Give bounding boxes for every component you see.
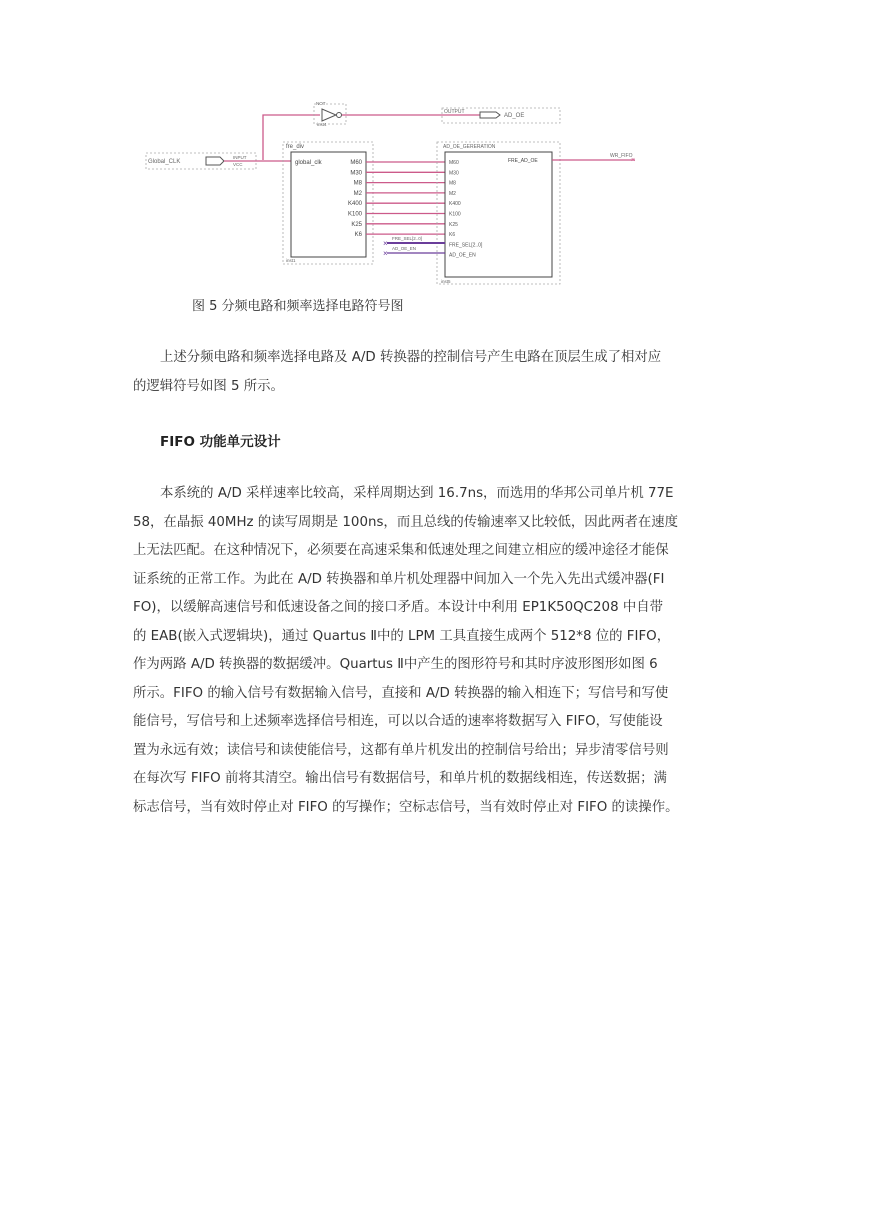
gen-input-label: K25	[449, 221, 458, 228]
gen-input-label: M8	[449, 180, 456, 187]
gen-title: AD_OE_GERERATION	[443, 144, 496, 150]
text-line: 证系统的正常工作。为此在 A/D 转换器和单片机处理器中间加入一个先入先出式缓冲器(FI	[133, 571, 665, 587]
not-gate-icon	[322, 109, 336, 121]
fre-div-inst: inst1	[286, 258, 296, 263]
ad-oe-en-wire-label: AD_OE_EN	[392, 246, 417, 251]
input-pin-icon	[206, 157, 224, 165]
text-line: 上无法匹配。在这种情况下，必须要在高速采集和低速处理之间建立相应的缓冲途径才能保	[133, 543, 669, 558]
fre-div-output-label: K100	[347, 211, 362, 218]
fre-div-output-label: M8	[353, 180, 362, 187]
fre-div-output-label: M2	[353, 190, 362, 197]
fre-div-output-label: K6	[354, 232, 362, 239]
fre-div-output-label: M60	[350, 160, 362, 166]
text-line: 58，在晶振 40MHz 的读写周期是 100ns，而且总线的传输速率又比较低，因此两者在速度	[133, 514, 679, 530]
output-pin-icon	[480, 112, 500, 118]
fre-div-input-label: global_clk	[295, 160, 322, 166]
ad-oe-en-end-icon: ×	[383, 249, 388, 258]
output-pin-label: OUTPUT	[444, 109, 465, 115]
gen-input-label: K400	[449, 201, 461, 208]
gen-input-label: K6	[449, 232, 456, 239]
text-line: 本系统的 A/D 采样速率比较高，采样周期达到 16.7ns，而选用的华邦公司单片机 77E	[160, 486, 674, 501]
fre-div-output-label: K25	[351, 221, 362, 228]
text-line: 在每次写 FIFO 前将其清空。输出信号有数据信号，和单片机的数据线相连，传送数据；满	[133, 771, 667, 786]
gen-input-label: M2	[449, 190, 456, 197]
text-line: 置为永远有效；读信号和读使能信号，这都有单片机发出的控制信号给出；异步清零信号则	[133, 742, 669, 758]
fre-div-output-label: M30	[350, 170, 362, 177]
section-heading: FIFO 功能单元设计	[160, 434, 281, 450]
gen-inst: inst5	[441, 279, 451, 284]
text-line: 的逻辑符号如图 5 所示。	[133, 378, 284, 394]
wr-fifo-end-icon: ×	[631, 157, 636, 164]
text-line: 的 EAB(嵌入式逻辑块)，通过 Quartus Ⅱ中的 LPM 工具直接生成两个 512*8 位的 FIFO，	[133, 628, 671, 644]
gen-input-label: M30	[449, 170, 459, 177]
circuit-diagram	[140, 100, 640, 290]
text-line: 能信号，写信号和上述频率选择信号相连，可以以合适的速率将数据写入 FIFO，写使能设	[133, 714, 663, 729]
text-line: 标志信号，当有效时停止对 FIFO 的写操作；空标志信号，当有效时停止对 FIFO 的读操作。	[133, 799, 679, 815]
not-gate-bubble	[337, 113, 342, 118]
figure-caption: 图 5 分频电路和频率选择电路符号图	[192, 299, 404, 314]
not-gate-label: NOT	[316, 101, 326, 106]
fre-div-title: fre_div	[286, 144, 305, 150]
fre-sel-wire-label: FRE_SEL[2..0]	[392, 236, 423, 241]
gen-input-label: M60	[449, 160, 459, 166]
gen-input-label: FRE_SEL[2..0]	[449, 242, 483, 249]
not-gate-inst: inst4	[317, 122, 327, 127]
text-line: 作为两路 A/D 转换器的数据缓冲。Quartus Ⅱ中产生的图形符号和其时序波形图形如图 6	[133, 657, 658, 672]
fre-sel-end-icon: ×	[383, 239, 388, 248]
text-line: FO)，以缓解高速信号和低速设备之间的接口矛盾。本设计中利用 EP1K50QC208 中自带	[133, 600, 664, 615]
fre-div-output-label: K400	[347, 201, 362, 208]
text-line: 所示。FIFO 的输入信号有数据输入信号，直接和 A/D 转换器的输入相连下；写信号和写使	[133, 685, 669, 701]
ad-oe-output-label: AD_OE	[504, 113, 525, 119]
gen-input-label: AD_OE_EN	[449, 252, 476, 259]
vcc-label: VCC	[233, 162, 243, 167]
input-pin-label: INPUT	[233, 155, 247, 160]
paragraph-2	[133, 480, 741, 822]
text-line: 上述分频电路和频率选择电路及 A/D 转换器的控制信号产生电路在顶层生成了相对应	[160, 350, 662, 365]
paragraph-1	[133, 344, 741, 401]
wr-fifo-label: WR_FIFO	[610, 153, 633, 159]
global-clk-label: Global_CLK	[148, 159, 181, 165]
gen-input-label: K100	[449, 211, 461, 218]
gen-output-label: FRE_AD_OE	[508, 158, 538, 164]
